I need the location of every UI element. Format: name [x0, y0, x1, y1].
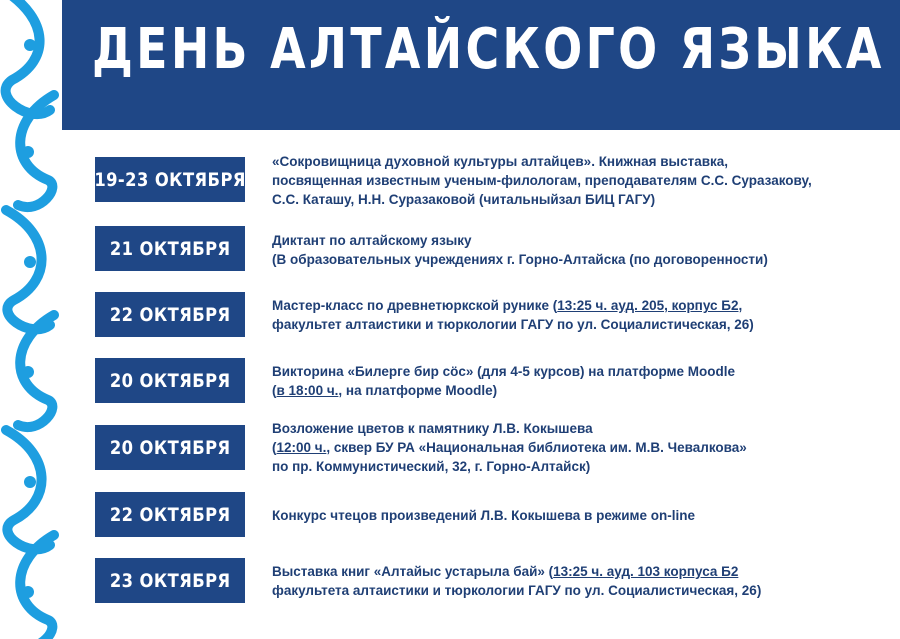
event-time-link: в 18:00 ч. [276, 383, 339, 398]
event-time-link: 13:25 ч. ауд. 205, корпус Б2 [557, 298, 739, 313]
date-badge: 19-23 ОКТЯБРЯ [95, 157, 245, 202]
event-description [272, 362, 872, 400]
event-text-line: Мастер-класс по древнетюркской рунике (13:25 ч. ауд. 205, корпус Б2, [272, 298, 743, 313]
event-description [272, 231, 872, 269]
event-description [272, 419, 872, 476]
event-text-line: (В образовательных учреждениях г. Горно-Алтайска (по договоренности) [272, 252, 768, 267]
date-badge: 23 ОКТЯБРЯ [95, 558, 245, 603]
event-text-line: Возложение цветов к памятнику Л.В. Кокышева [272, 421, 593, 436]
event-text-line: Выставка книг «Алтайыс устарыла бай» (13:25 ч. ауд. 103 корпуса Б2 [272, 564, 739, 579]
event-text-line: С.С. Каташу, Н.Н. Суразаковой (читальныйзал БИЦ ГАГУ) [272, 192, 656, 207]
date-badge: 20 ОКТЯБРЯ [95, 425, 245, 470]
event-time-link: 12:00 ч. [276, 440, 327, 455]
ornament-border [0, 0, 62, 639]
event-text-line: Диктант по алтайскому языку [272, 233, 472, 248]
event-text-line: (12:00 ч., сквер БУ РА «Национальная библиотека им. М.В. Чевалкова» [272, 440, 747, 455]
event-description [272, 152, 872, 209]
event-text-line: факультета алтаистики и тюркологии ГАГУ по ул. Социалистическая, 26) [272, 583, 762, 598]
event-text-line: посвященная известным ученым-филологам, преподавателям С.С. Суразакову, [272, 173, 812, 188]
event-description [272, 562, 872, 600]
event-text-line: факультет алтаистики и тюркологии ГАГУ по ул. Социалистическая, 26) [272, 317, 754, 332]
event-text-line: Викторина «Билерге бир сöс» (для 4-5 курсов) на платформе Moodle [272, 364, 736, 379]
event-text-line: по пр. Коммунистический, 32, г. Горно-Алтайск) [272, 459, 591, 474]
event-text-line: «Сокровищница духовной культуры алтайцев». Книжная выставка, [272, 154, 729, 169]
date-badge: 21 ОКТЯБРЯ [95, 226, 245, 271]
page-title: ДЕНЬ АЛТАЙСКОГО ЯЗЫКА [92, 17, 885, 82]
event-description [272, 296, 872, 334]
header-banner [62, 0, 900, 130]
date-badge: 20 ОКТЯБРЯ [95, 358, 245, 403]
event-time-link: 13:25 ч. ауд. 103 корпуса Б2 [553, 564, 739, 579]
event-text-line: Конкурс чтецов произведений Л.В. Кокышева в режиме on-line [272, 508, 696, 523]
event-text-line: (в 18:00 ч., на платформе Moodle) [272, 383, 498, 398]
date-badge: 22 ОКТЯБРЯ [95, 492, 245, 537]
date-badge: 22 ОКТЯБРЯ [95, 292, 245, 337]
event-description [272, 506, 872, 525]
